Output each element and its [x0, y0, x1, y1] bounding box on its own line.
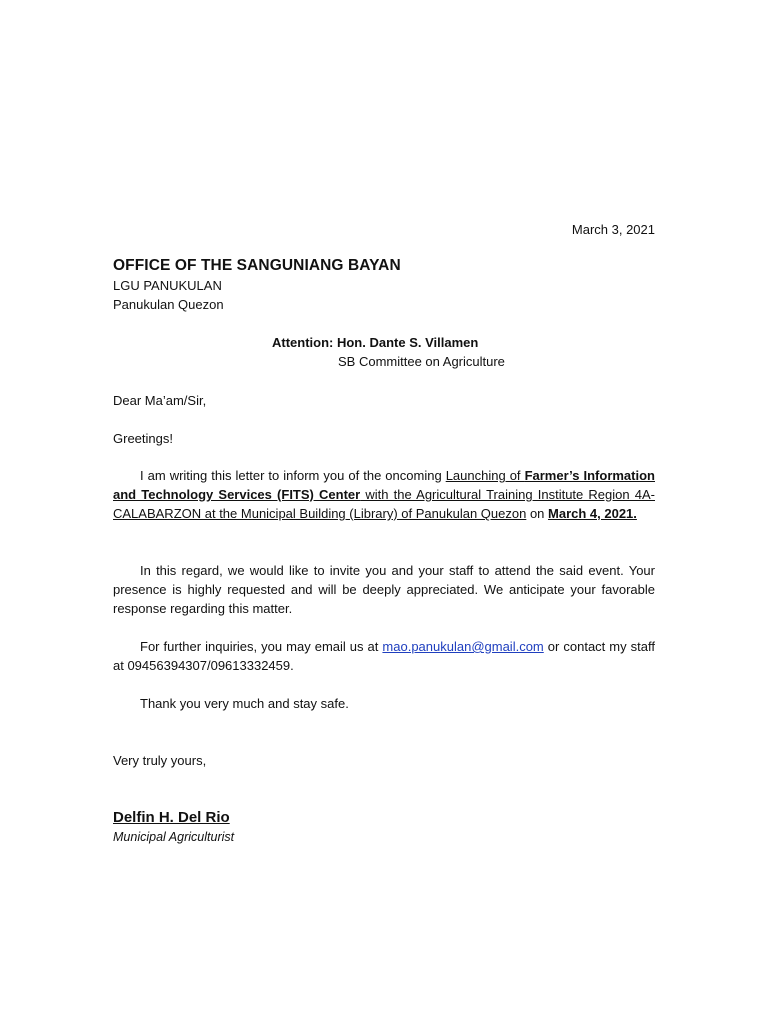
recipient-office: OFFICE OF THE SANGUNIANG BAYAN	[113, 257, 401, 274]
paragraph-inquiries	[113, 637, 655, 675]
event-date: March 4, 2021.	[548, 506, 637, 521]
signer-name: Delfin H. Del Rio	[113, 809, 230, 826]
paragraph-invitation: In this regard, we would like to invite you and your staff to attend the said event. Your presence is highly requested and will be deeply appreciated. We anticipate your favorable response regarding this matter.	[113, 563, 655, 616]
para1-on: on	[526, 506, 549, 521]
para3-lead: For further inquiries, you may email us at	[140, 639, 383, 654]
paragraph-invitation-intro	[113, 466, 655, 523]
launch-plain: Launching of	[445, 468, 525, 483]
thanks-line: Thank you very much and stay safe.	[140, 696, 349, 711]
salutation: Dear Ma’am/Sir,	[113, 393, 207, 408]
launch-rest: with the Agricultural Training Institute Region 4A-CALABARZON at the Municipal Building (Library) of Panukulan Quezon	[113, 487, 655, 521]
greeting: Greetings!	[113, 431, 173, 446]
launch-center-name: Farmer’s Information and Technology Services (FITS) Center	[113, 468, 655, 502]
para1-lead: I am writing this letter to inform you of the oncoming	[140, 468, 446, 483]
signer-title: Municipal Agriculturist	[113, 830, 235, 844]
recipient-lgu: LGU PANUKULAN	[113, 278, 222, 293]
attention-line: Attention: Hon. Dante S. Villamen	[272, 335, 479, 350]
letter-date: March 3, 2021	[571, 222, 655, 237]
email-link[interactable]: mao.panukulan@gmail.com	[382, 639, 544, 654]
para3-tail: or contact my staff at 09456394307/09613332459.	[113, 639, 655, 673]
closing-line: Very truly yours,	[113, 753, 207, 768]
recipient-location: Panukulan Quezon	[113, 297, 224, 312]
attention-committee: SB Committee on Agriculture	[338, 354, 505, 369]
